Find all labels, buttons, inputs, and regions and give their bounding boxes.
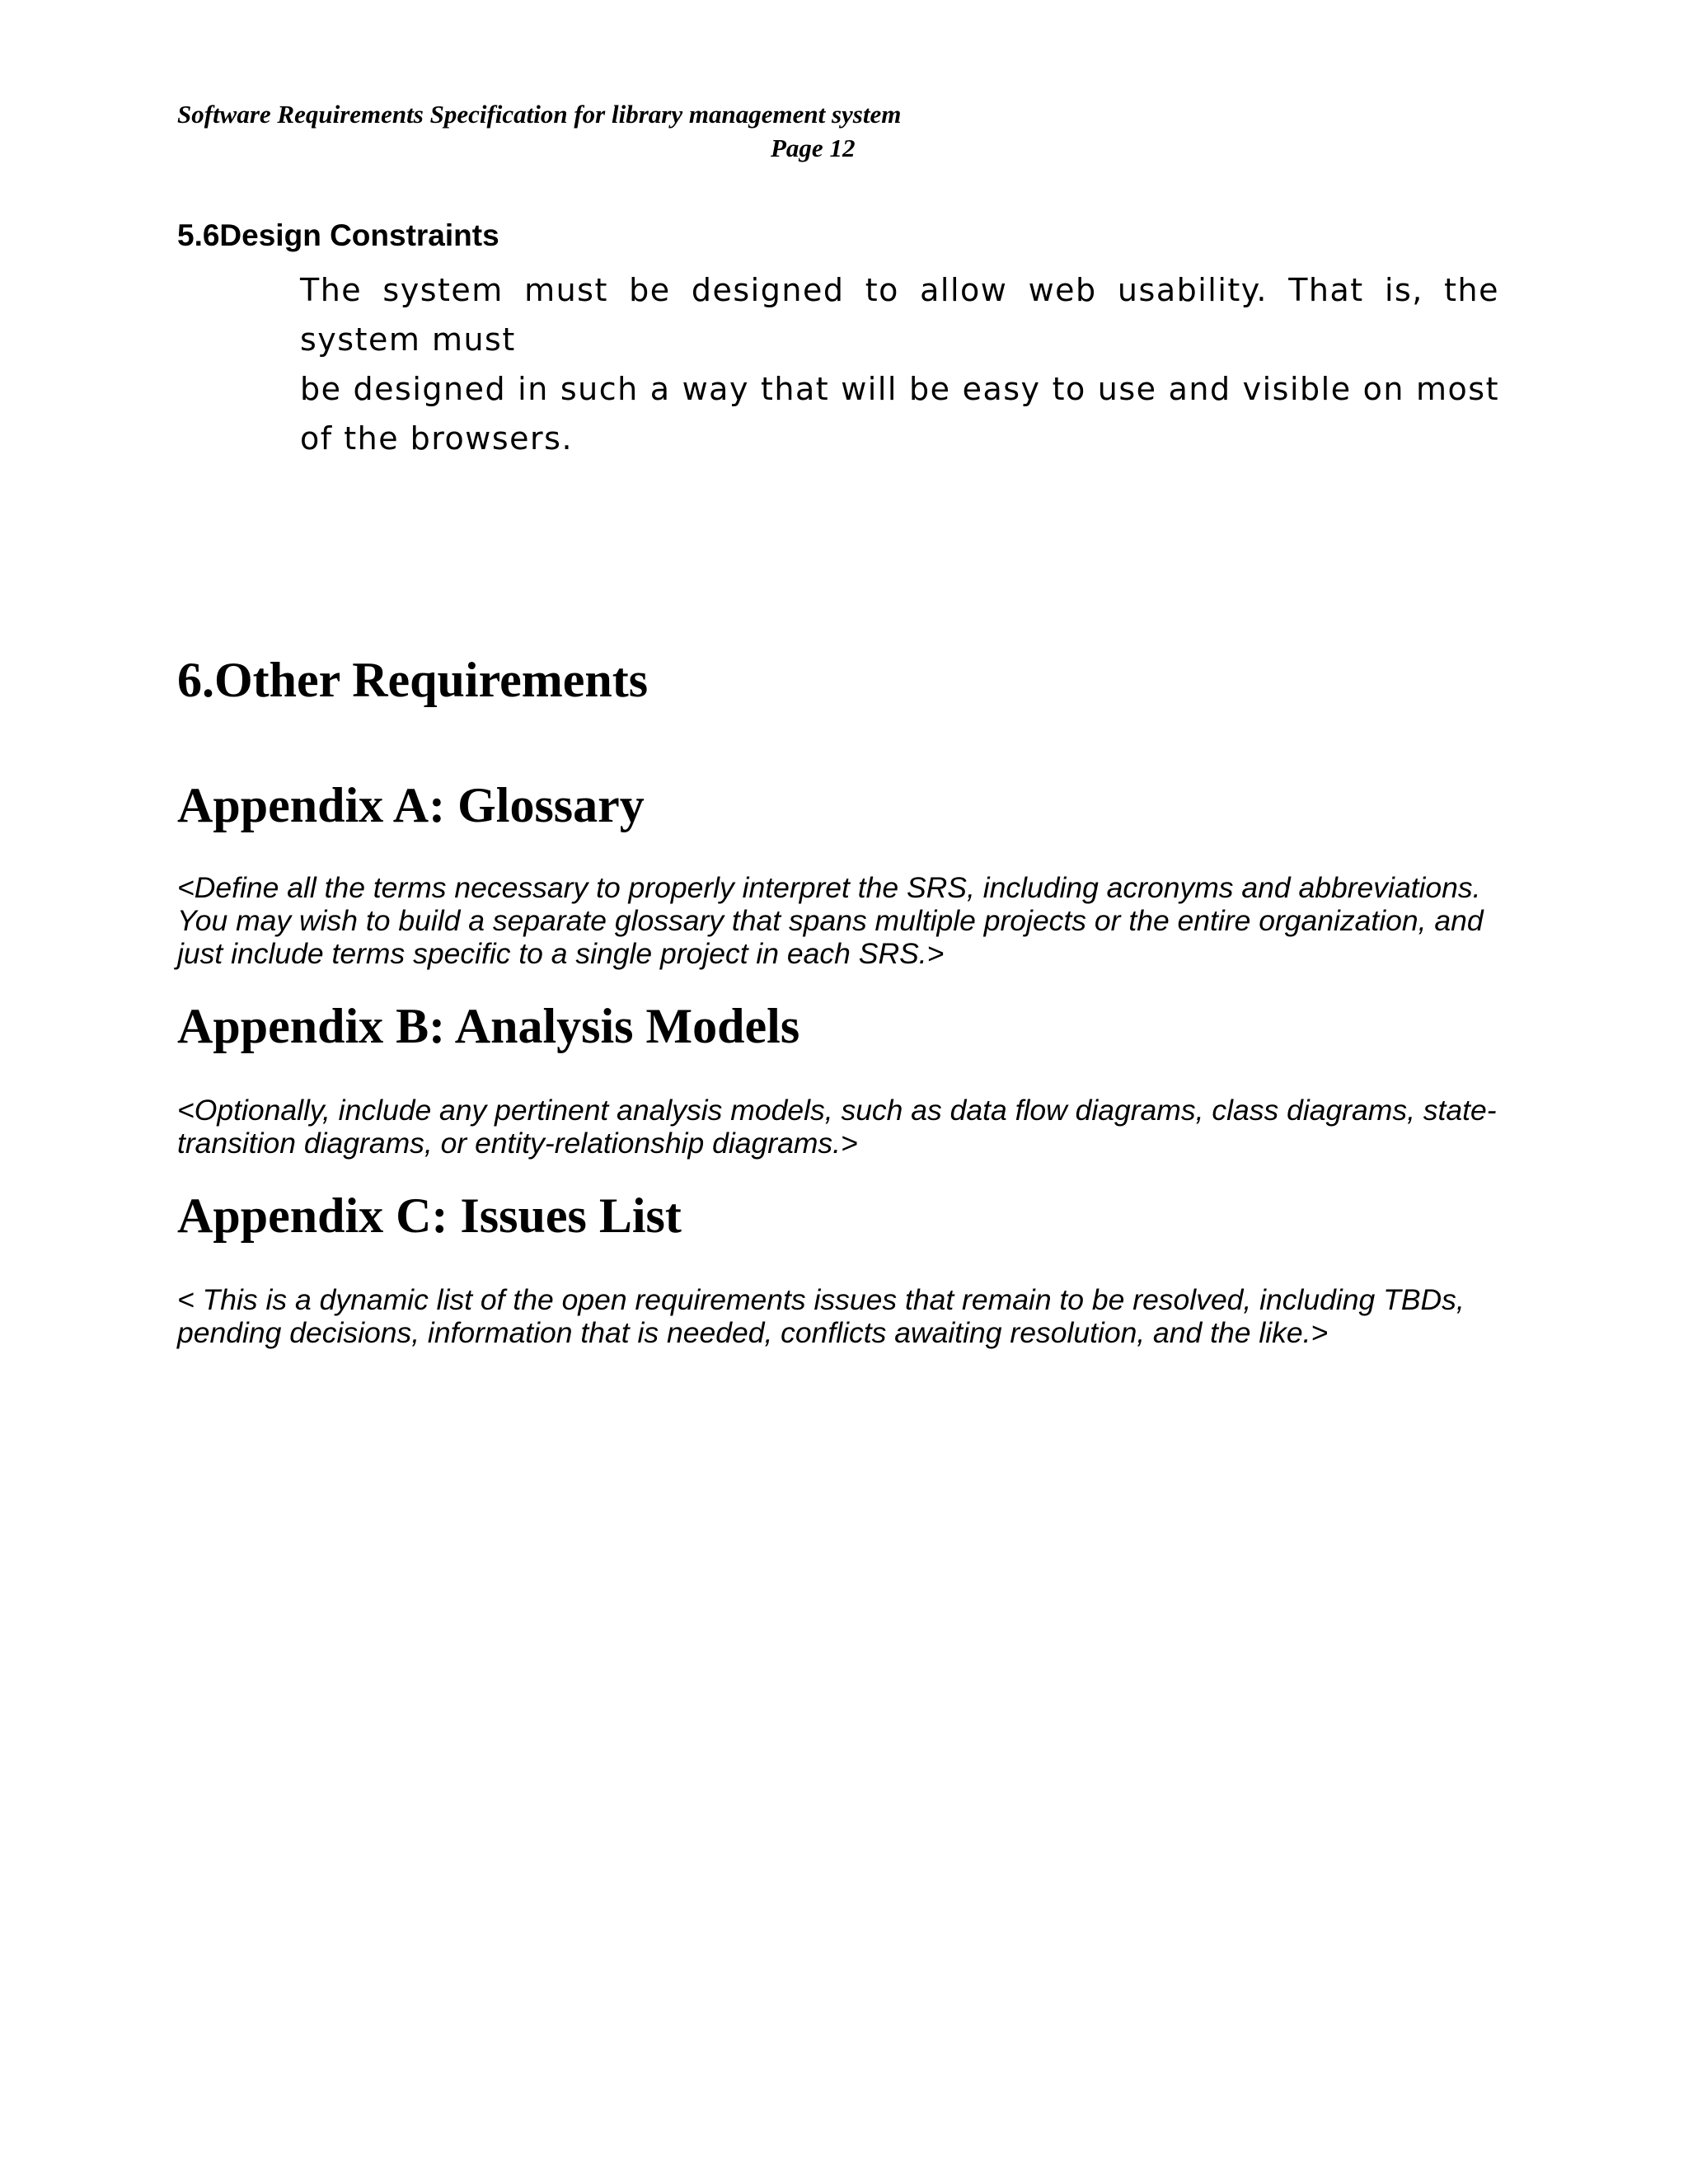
running-header-page-number: Page 12 — [771, 134, 856, 162]
appendix-heading-analysis-models: Appendix B: Analysis Models — [177, 999, 800, 1053]
appendix-heading-issues-list: Appendix C: Issues List — [177, 1188, 682, 1243]
body-paragraph: The system must be designed to allow web usability. That is, the system must — [300, 272, 1499, 358]
appendix-issues-list-text: < This is a dynamic list of the open requirements issues that remain to be resolved, including TBDs, pending decisions, information that is needed, conflicts awaiting resolution, and the like.> — [177, 1283, 1465, 1349]
appendix-heading-glossary: Appendix A: Glossary — [177, 778, 645, 832]
appendix-analysis-models-text: <Optionally, include any pertinent analysis models, such as data flow diagrams, class diagrams, state-transition diagrams, or entity-relationship diagrams.> — [177, 1094, 1497, 1160]
running-header-title: Software Requirements Specification for library management system — [177, 100, 902, 129]
section-heading-design-constraints: 5.6Design Constraints — [177, 218, 499, 252]
appendix-glossary-text: <Define all the terms necessary to properly interpret the SRS, including acronyms and abbreviations. You may wish to build a separate glossary that spans multiple projects or the entire organization, and just include terms specific to a single project in each SRS.> — [177, 871, 1484, 970]
design-constraints-body — [300, 265, 1499, 463]
body-paragraph: be designed in such a way that will be easy to use and visible on most of the browsers. — [300, 371, 1499, 457]
section-heading-other-requirements: 6.Other Requirements — [177, 653, 649, 707]
